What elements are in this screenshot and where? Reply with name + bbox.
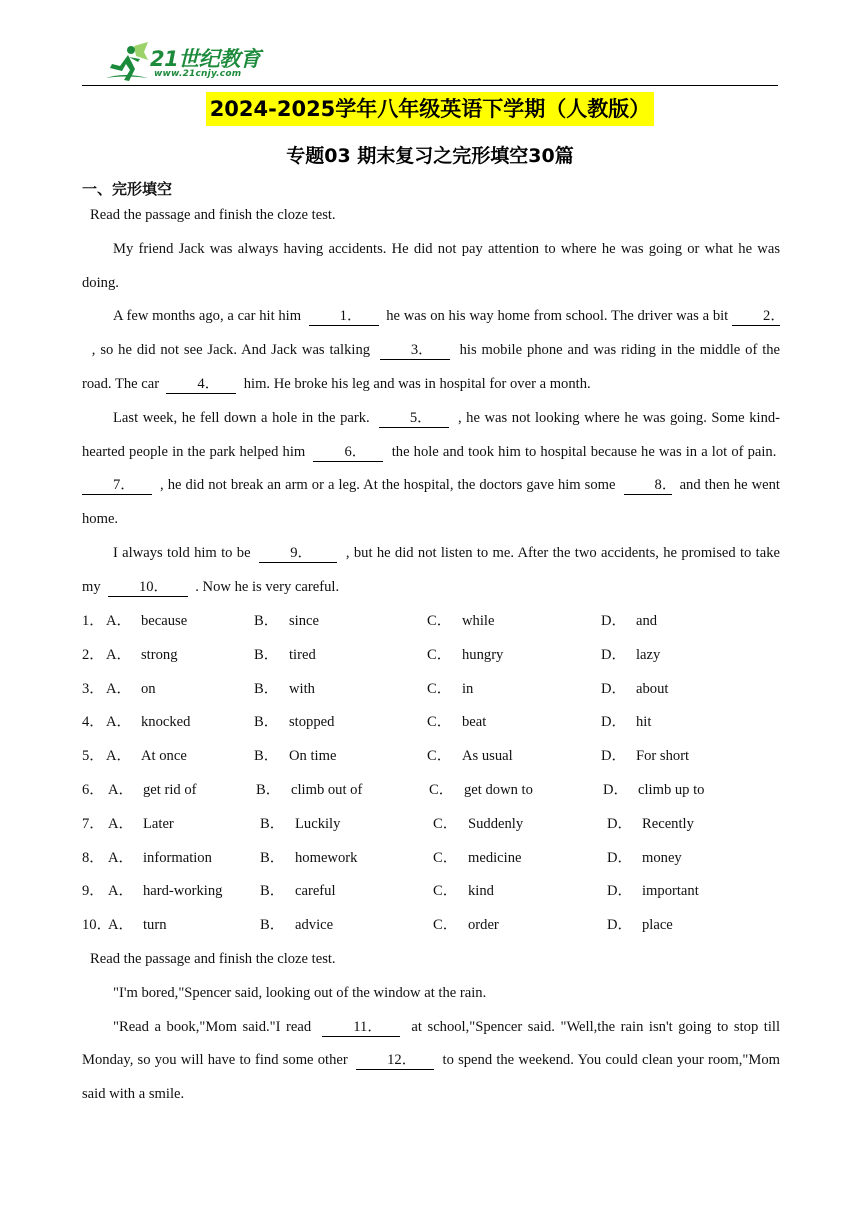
question-number: 4． (82, 714, 104, 731)
header-divider (82, 85, 778, 86)
blank-6[interactable]: 6． (313, 443, 383, 462)
page-subtitle: 专题03 期末复习之完形填空30篇 (286, 145, 574, 167)
option-letter-d: D． (607, 883, 633, 900)
blank-1[interactable]: 1． (309, 307, 379, 326)
option-b[interactable]: homework (295, 849, 358, 866)
option-b[interactable]: Luckily (295, 815, 341, 832)
option-a[interactable]: on (141, 680, 156, 697)
question-number: 3． (82, 680, 104, 697)
question-row (82, 842, 782, 876)
option-letter-b: B． (254, 714, 279, 731)
question-row (82, 774, 782, 808)
runner-logo-icon (104, 42, 152, 84)
option-letter-b: B． (260, 849, 285, 866)
option-c[interactable]: beat (462, 714, 487, 731)
option-c[interactable]: get down to (464, 781, 533, 798)
passage-2 (82, 943, 780, 1112)
option-letter-c: C． (427, 646, 452, 663)
option-c[interactable]: in (462, 680, 474, 697)
question-number: 2． (82, 646, 104, 663)
option-c[interactable]: hungry (462, 646, 504, 663)
option-letter-d: D． (601, 680, 627, 697)
question-row (82, 605, 782, 639)
option-a[interactable]: get rid of (143, 781, 197, 798)
option-letter-a: A． (106, 714, 132, 731)
option-letter-d: D． (601, 714, 627, 731)
option-c[interactable]: Suddenly (468, 815, 524, 832)
answer-options (82, 605, 782, 943)
option-c[interactable]: while (462, 613, 495, 629)
option-c[interactable]: medicine (468, 849, 522, 866)
option-letter-b: B． (254, 680, 279, 697)
option-letter-b: B． (260, 917, 285, 934)
passage-1-instruction: Read the passage and finish the cloze test. (90, 207, 336, 223)
passage-2-paragraph-1: "I'm bored,"Spencer said, looking out of the window at the rain. (113, 984, 487, 1001)
option-d[interactable]: Recently (642, 815, 694, 832)
question-number: 9． (82, 883, 104, 900)
option-letter-b: B． (256, 781, 281, 798)
option-d[interactable]: and (636, 613, 658, 629)
option-letter-d: D． (601, 613, 627, 629)
option-a[interactable]: because (141, 613, 188, 629)
option-letter-c: C． (427, 714, 452, 731)
option-letter-c: C． (427, 680, 452, 697)
option-letter-a: A． (108, 849, 134, 866)
option-letter-c: C． (427, 748, 452, 765)
option-d[interactable]: lazy (636, 646, 661, 663)
question-row (82, 706, 782, 740)
question-row (82, 639, 782, 673)
passage-1 (82, 199, 785, 605)
option-letter-d: D． (601, 748, 627, 765)
option-c[interactable]: order (468, 917, 499, 934)
page-title: 2024-2025学年八年级英语下学期（人教版） (206, 92, 655, 126)
option-a[interactable]: turn (143, 917, 167, 934)
option-b[interactable]: stopped (289, 714, 335, 731)
question-number: 5． (82, 748, 104, 765)
option-letter-c: C． (433, 917, 458, 934)
option-d[interactable]: money (642, 849, 682, 866)
option-a[interactable]: At once (141, 748, 187, 765)
passage-2-instruction: Read the passage and finish the cloze test. (90, 951, 336, 967)
blank-12[interactable]: 12． (356, 1051, 434, 1070)
option-a[interactable]: Later (143, 815, 174, 832)
option-b[interactable]: tired (289, 646, 316, 663)
option-letter-c: C． (429, 781, 454, 798)
option-letter-a: A． (106, 680, 132, 697)
option-letter-d: D． (607, 917, 633, 934)
passage-1-paragraph-4: I always told him to be 9． , but he did not listen to me. After the two accidents, he promised to take my 10． . Now he is very careful. (82, 544, 780, 595)
option-b[interactable]: careful (295, 883, 336, 900)
option-d[interactable]: hit (636, 714, 652, 731)
blank-11[interactable]: 11． (322, 1018, 400, 1037)
option-b[interactable]: with (289, 680, 315, 697)
logo (104, 42, 274, 84)
title-wrap (0, 92, 860, 126)
option-a[interactable]: hard-working (143, 883, 223, 900)
option-d[interactable]: place (642, 917, 673, 934)
option-b[interactable]: since (289, 613, 319, 629)
option-letter-a: A． (106, 646, 132, 663)
option-letter-d: D． (607, 815, 633, 832)
passage-2-paragraph-2: "Read a book,"Mom said."I read 11． at school,"Spencer said. "Well,the rain isn't going to stop till Monday, so you will have to find some other 12． to spend the weekend. You could clean your room,"Mom said with a smile. (82, 1018, 781, 1103)
option-letter-a: A． (106, 748, 132, 765)
option-b[interactable]: climb out of (291, 781, 363, 798)
passage-1-paragraph-1: My friend Jack was always having accidents. He did not pay attention to where he was going or what he was doing. (82, 240, 780, 291)
question-row (82, 740, 782, 774)
blank-10[interactable]: 10． (108, 578, 188, 597)
passage-1-paragraph-2: A few months ago, a car hit him 1． he was on his way home from school. The driver was a bit 2． , so he did not see Jack. And Jack was talking 3． his mobile phone and was riding in the middle of the road. The car 4． him. He broke his leg and was in hospital for over a month. (82, 308, 785, 392)
blank-8[interactable]: 8． (624, 476, 672, 495)
section-heading: 一、完形填空 (82, 180, 173, 198)
blank-9[interactable]: 9． (259, 544, 337, 563)
question-number: 8． (82, 849, 104, 866)
question-number: 1． (82, 613, 104, 629)
option-letter-d: D． (603, 781, 629, 798)
option-letter-a: A． (108, 781, 134, 798)
blank-3[interactable]: 3． (380, 341, 450, 360)
option-b[interactable]: On time (289, 748, 337, 765)
option-a[interactable]: strong (141, 646, 178, 663)
question-row (82, 875, 782, 909)
option-letter-d: D． (601, 646, 627, 663)
option-letter-c: C． (433, 849, 458, 866)
option-letter-d: D． (607, 849, 633, 866)
question-number: 6． (82, 781, 104, 798)
option-letter-b: B． (260, 883, 285, 900)
option-d[interactable]: For short (636, 748, 690, 765)
option-c[interactable]: kind (468, 883, 494, 900)
option-d[interactable]: about (636, 680, 669, 697)
option-letter-a: A． (106, 613, 132, 629)
blank-2[interactable]: 2． (732, 307, 780, 326)
option-letter-b: B． (260, 815, 285, 832)
option-letter-c: C． (427, 613, 452, 629)
option-c[interactable]: As usual (462, 748, 513, 765)
blank-7[interactable]: 7． (82, 476, 152, 495)
option-letter-b: B． (254, 613, 279, 629)
option-letter-c: C． (433, 815, 458, 832)
option-letter-a: A． (108, 917, 134, 934)
blank-4[interactable]: 4． (166, 375, 236, 394)
option-letter-b: B． (254, 748, 279, 765)
option-letter-a: A． (108, 883, 134, 900)
passage-1-paragraph-3: Last week, he fell down a hole in the park. 5． , he was not looking where he was going. Some kind-hearted people in the park helped him 6． the hole and took him to hospital because he was in a lot of pain. 7． , he did not break an arm or a leg. At the hospital, the doctors gave him some 8． and then he went home. (82, 409, 781, 528)
option-b[interactable]: advice (295, 917, 334, 934)
logo-title: 21世纪教育 (150, 47, 261, 71)
option-letter-c: C． (433, 883, 458, 900)
question-row (82, 808, 782, 842)
option-letter-b: B． (254, 646, 279, 663)
question-number: 10． (82, 917, 112, 934)
blank-5[interactable]: 5． (379, 409, 449, 428)
option-d[interactable]: important (642, 883, 699, 900)
option-letter-a: A． (108, 815, 134, 832)
question-row (82, 673, 782, 707)
question-number: 7． (82, 815, 104, 832)
option-a[interactable]: knocked (141, 714, 191, 731)
option-a[interactable]: information (143, 849, 212, 866)
question-row (82, 909, 782, 943)
option-d[interactable]: climb up to (638, 781, 705, 798)
logo-url: www.21cnjy.com (154, 69, 242, 79)
